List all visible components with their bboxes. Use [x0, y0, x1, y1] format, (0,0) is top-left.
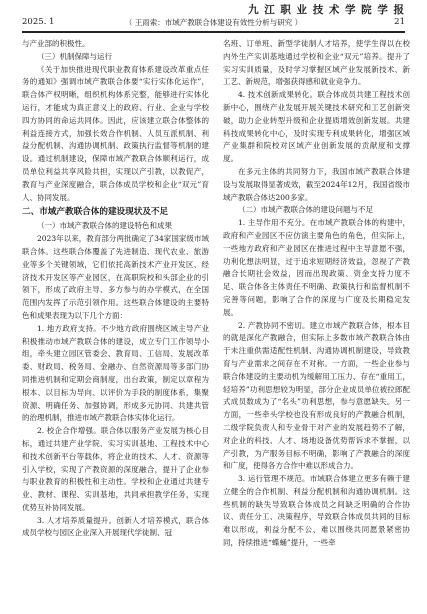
paragraph: 《关于加快推进现代职业教育体系建设改革重点任务的通知》强调市域产教联合体要“实行实体化运作”，联合体产权明晰，组织机构体系完整，能够进行实体化运行，才能成为真正意义上的政府、行业、企业与学校四方协同的命运共同体。因此，应该建立联合体整体的利益连接方式，加强长效合作机制、人员互派机制、利益分配机制、沟通协调机制、政策执行监督等机制的建设。通过机制建设，保障市域产教联合体顺利运行，成员单位利益共享风险共担，实现以产引教，以教促产，教育与产业深度融合，联合体成员学校和企业“双元”育人、协同发展。: [22, 64, 209, 202]
paragraph: 与产业部的积极性。: [22, 39, 90, 48]
paragraph: 3. 运行管理不规范。市域联合体建立更多有赖于建立健全的合作机制、利益分配机制和沟通协调机制。这些机制的缺失导致联合体成员之间缺乏明确的合作协议、责任分工、决策程序，导致联合体成员共同的目标难以形成，利益分配不公、难以围绕共同愿景紧密协同，持续推进“蝶蛹”提升，一些牵: [223, 474, 410, 548]
subsection-heading: （二）市域产教联合体的建设问题与不足: [238, 205, 373, 215]
paragraph: 1. 主导作用不充分。在市域产教联合体的构建中，政府和产业园区不应仿演主要角色的角色，但实际上，一些地方政府和产业园区在推进过程中主导意愿不强，功利化想法明显，过于追求短期经济效益，忽视了产教融合长期社会效益，因而出现政策、资金支持力度不足、联合体各主体责任不明确、政策执行和监督机制不完善等问题，影响了合作的深度与广度及长期稳定发展。: [223, 218, 410, 317]
paragraph: 2023年以来，教育部分两批确定了34家国家级市域联合体。这些联合体覆盖了先进制造、现代农业、旅游业等多个关键领域，它们依托高新技术产业开发区、经济技术开发区等产业园区，在高职院校和头部企业的引领下，形成了政府主导、多方参与的办学模式，在全国范围内发挥了示范引领作用。这些联合体建设的主要特色和成果表现为以下几个方面：: [22, 234, 209, 320]
header-rule-thin: [22, 32, 405, 33]
paragraph: 1. 地方政府支持。不少地方政府围绕区域主导产业积极推动市域产教联合体的建设，成立专门工作领导小组，牵头建立园区管委会、教育局、工信局、发展改革委、财政局、税务局、金融办、自然资源局等多部门协同推进机制和定期会商制度，出台政策，制定以章程为根本、以目标为导向、以评价为手段的制度体系，集聚资源、明确任务、加强协调，形成多元协同、共建共管的治理机制，推进市域产教联合体实体化运行。: [22, 323, 209, 423]
page-header: [22, 0, 405, 30]
issue-date: 2025. 1: [22, 17, 55, 27]
running-title: （ 王雨索：市域产教联合体建设有效性分析与研究 ）: [124, 18, 303, 27]
paragraph: 3. 人才培养质量提升。创新人才培养模式，联合体成员学校与园区企业深入开展现代学徒制、冠: [22, 515, 209, 538]
paragraph: 2. 产教协同不密切。建立市域产教联合体，根本目的就是深化产教融合，但实际上多数市域产教联合体由于未注重供需适配性机制、沟通协调机制建设，导致教育与产业需求之间存在不对称。一方面，一些企业参与联合体建设的主要动机为缓解用工压力、存在“重用工，轻培养”功利思想较为明显，部分企业成员单位被拉郎配式成员数成为了“名头”功利思想，参与意愿缺失。另一方面，一些牵头学校也没有形成良好的产教融合机制，二级学院负责人和专业骨干对产业的发展趋势不了解，对企业的科技、人才、场地设备优势帮诉求不掌握，以产引教，为产服务目标不明确，影响了产教融合的深度和广度，使得各方合作中难以形成合力。: [223, 320, 410, 471]
journal-title: 九 江 职 业 技 术 学 院 学 报: [248, 4, 405, 16]
section-heading: 二、市域产教联合体的建设现状及不足: [22, 207, 169, 218]
page-number: 21: [394, 17, 405, 27]
subsection-heading: （一）市域产教联合体的建设特色和成果: [37, 221, 172, 231]
right-column: [223, 38, 410, 550]
left-column: [22, 38, 209, 540]
paragraph: 名班、订单班、新型学徒制人才培养，使学生得以在校内外生产实训基地通过学校和企业“双元”培养。提升了实习实训质量，及时学习掌握区域产业发展新技术、新工艺、新规范，增强获得感和就业竞争力。: [223, 39, 410, 87]
paragraph: 2. 校企合作增强。联合体以服务产业发展为核心目标，通过共建产业学院、实习实训基地、工程技术中心和技术创新平台等载体，将企业的技术、人才、资源等引入学校，实现了产教资源的深度融合，提升了企业参与职业教育的积极性和主动性。学校和企业通过共建专业、教材、课程、实训基地，共同承担教学任务，实现优势互补协同发展。: [22, 426, 209, 512]
paragraph: 在多元主体的共同努力下，我国市域产教联合体建设与发展取得显著成效，截至2024年12月，我国省级市域产教联合体达200多家。: [223, 166, 410, 202]
paragraph: 4. 技术创新成果转化。联合体成员共建工程技术创新中心，围绕产业发展开展关键技术研究和工艺创新突破，助力企业转型升级和企业提质增效创新发展。共建科技成果转化中心，及时实现专利成果转化，增强区域产业集群和院校对区域产业创新发展的贡献度和支撑度。: [223, 90, 410, 164]
subsection-heading: （三）机制保障与运行: [37, 51, 112, 61]
